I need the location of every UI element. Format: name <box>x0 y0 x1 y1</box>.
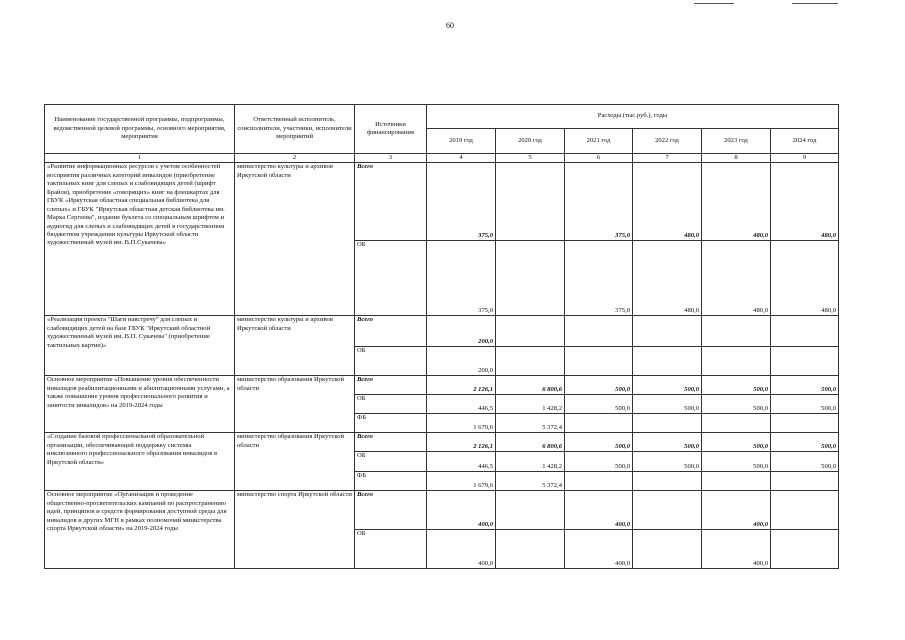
value-cell <box>565 316 633 347</box>
value-cell: 500,0 <box>633 376 702 395</box>
value-cell: 500,0 <box>633 433 702 452</box>
column-number: 2 <box>235 154 355 163</box>
header-year: 2019 год <box>427 129 496 154</box>
table-row <box>45 376 839 395</box>
value-cell: 500,0 <box>702 395 771 414</box>
source-label: Всего <box>355 491 427 530</box>
value-cell: 500,0 <box>565 395 633 414</box>
value-cell <box>633 414 702 433</box>
value-cell: 500,0 <box>771 395 839 414</box>
value-cell <box>771 347 839 376</box>
column-number: 6 <box>565 154 633 163</box>
value-cell: 480,0 <box>771 163 839 241</box>
value-cell: 1 428,2 <box>496 452 565 472</box>
value-cell <box>633 491 702 530</box>
value-cell: 6 800,6 <box>496 433 565 452</box>
value-cell <box>702 414 771 433</box>
value-cell <box>496 491 565 530</box>
source-label: Всего <box>355 316 427 347</box>
executor: министерство спорта Иркутской области <box>235 491 355 569</box>
value-cell <box>702 472 771 491</box>
header-sources: Источники финансирования <box>355 105 427 154</box>
table-row <box>45 491 839 530</box>
value-cell: 500,0 <box>771 376 839 395</box>
source-label: ФБ <box>355 414 427 433</box>
value-cell: 200,0 <box>427 347 496 376</box>
value-cell: 375,0 <box>565 163 633 241</box>
header-year: 2023 год <box>702 129 771 154</box>
column-number: 1 <box>45 154 235 163</box>
program-name: «Создание базовой профессиональной образовательной организации, обеспечивающей поддержку системы инклюзивного профессионального образования инвалидов в Иркутской области» <box>45 433 235 491</box>
value-cell: 400,0 <box>702 530 771 569</box>
source-label: Всего <box>355 376 427 395</box>
value-cell: 6 800,6 <box>496 376 565 395</box>
value-cell: 446,5 <box>427 395 496 414</box>
value-cell: 480,0 <box>702 241 771 316</box>
source-label: ФБ <box>355 472 427 491</box>
table-row <box>45 163 839 241</box>
value-cell: 400,0 <box>565 530 633 569</box>
column-number: 3 <box>355 154 427 163</box>
column-number: 8 <box>702 154 771 163</box>
value-cell <box>771 316 839 347</box>
header-year: 2020 год <box>496 129 565 154</box>
value-cell: 200,0 <box>427 316 496 347</box>
value-cell: 480,0 <box>702 163 771 241</box>
source-label: ОБ <box>355 530 427 569</box>
expenses-table <box>44 104 839 569</box>
value-cell: 1 679,6 <box>427 472 496 491</box>
source-label: ОБ <box>355 347 427 376</box>
value-cell: 500,0 <box>702 452 771 472</box>
value-cell: 500,0 <box>633 395 702 414</box>
value-cell: 400,0 <box>565 491 633 530</box>
value-cell <box>496 530 565 569</box>
value-cell: 375,0 <box>427 241 496 316</box>
value-cell <box>565 472 633 491</box>
value-cell <box>702 347 771 376</box>
value-cell: 480,0 <box>633 163 702 241</box>
header-year: 2022 год <box>633 129 702 154</box>
page-number: 60 <box>446 21 454 30</box>
value-cell: 1 428,2 <box>496 395 565 414</box>
program-name: «Реализация проекта "Шаги навстречу" для слепых и слабовидящих детей на базе ГБУК "Иркутский областной художественный музей им. В.П. Сукачева" (приобретение тактильных картин)» <box>45 316 235 376</box>
header-expenses: Расходы (тыс.руб.), годы <box>427 105 839 129</box>
column-number: 7 <box>633 154 702 163</box>
executor: министерство образования Иркутской области <box>235 376 355 433</box>
value-cell <box>496 316 565 347</box>
value-cell <box>633 530 702 569</box>
table-row <box>45 316 839 347</box>
value-cell <box>496 347 565 376</box>
value-cell: 500,0 <box>771 452 839 472</box>
column-number: 4 <box>427 154 496 163</box>
value-cell <box>771 530 839 569</box>
value-cell: 480,0 <box>771 241 839 316</box>
source-label: Всего <box>355 163 427 241</box>
value-cell: 500,0 <box>771 433 839 452</box>
value-cell <box>771 491 839 530</box>
value-cell <box>565 347 633 376</box>
column-number: 5 <box>496 154 565 163</box>
value-cell: 400,0 <box>427 530 496 569</box>
value-cell <box>565 414 633 433</box>
header-executor: Ответственный исполнитель, соисполнители, участники, исполнители мероприятий <box>235 105 355 154</box>
value-cell: 5 372,4 <box>496 472 565 491</box>
source-label: Всего <box>355 433 427 452</box>
source-label: ОБ <box>355 241 427 316</box>
header-name: Наименование государственной программы, подпрограммы, ведомственной целевой программы, основного мероприятия, мероприятия <box>45 105 235 154</box>
value-cell <box>771 414 839 433</box>
value-cell: 500,0 <box>565 433 633 452</box>
program-name: «Развитие информационных ресурсов с учетом особенностей восприятия различных категорий инвалидов (приобретение тактильных книг для слепых и слабовидящих детей (шрифт Брайля), приобретение «говорящих» книг на флешкартах для ГБУК «Иркутская областная специальная библиотека для слепых» и ГБУК "Иркутская областная детская библиотека им. Марка Сергеева", издание буклета со специальным шрифтом и аудиогид для слепых и слабовидящих детей в государственном бюджетном учреждении культуры Иркутской области художественный музей им. В.П.Сукачева» <box>45 163 235 316</box>
scan-mark <box>694 3 734 4</box>
value-cell: 400,0 <box>427 491 496 530</box>
value-cell <box>771 472 839 491</box>
value-cell: 5 372,4 <box>496 414 565 433</box>
executor: министерство культуры и архивов Иркутской области <box>235 316 355 376</box>
program-name: Основное мероприятие «Повышение уровня обеспеченности инвалидов реабилитационными и абилитационными услугами, а также повышение уровня профессионального развития и занятости инвалидов» на 2019-2024 годы <box>45 376 235 433</box>
program-name: Основное мероприятие «Организация и проведение общественно-просветительских кампаний по распространению идей, принципов и средств формирования доступной среды для инвалидов и других МГН в рамках полномочий министерства спорта Иркутской области» на 2019-2024 годы <box>45 491 235 569</box>
header-year: 2021 год <box>565 129 633 154</box>
value-cell <box>633 316 702 347</box>
column-number: 9 <box>771 154 839 163</box>
source-label: ОБ <box>355 395 427 414</box>
value-cell: 375,0 <box>565 241 633 316</box>
value-cell: 2 126,1 <box>427 376 496 395</box>
value-cell <box>702 316 771 347</box>
value-cell: 500,0 <box>702 376 771 395</box>
source-label: ОБ <box>355 452 427 472</box>
value-cell: 500,0 <box>633 452 702 472</box>
value-cell: 400,0 <box>702 491 771 530</box>
value-cell: 480,0 <box>633 241 702 316</box>
table-row <box>45 433 839 452</box>
value-cell: 446,5 <box>427 452 496 472</box>
value-cell <box>496 241 565 316</box>
value-cell: 500,0 <box>702 433 771 452</box>
executor: министерство культуры и архивов Иркутской области <box>235 163 355 316</box>
value-cell: 1 679,6 <box>427 414 496 433</box>
executor: министерство образования Иркутской области <box>235 433 355 491</box>
scan-mark <box>792 3 838 4</box>
value-cell: 500,0 <box>565 452 633 472</box>
value-cell <box>633 472 702 491</box>
value-cell: 2 126,1 <box>427 433 496 452</box>
header-year: 2024 год <box>771 129 839 154</box>
value-cell <box>633 347 702 376</box>
value-cell <box>496 163 565 241</box>
value-cell: 375,0 <box>427 163 496 241</box>
value-cell: 500,0 <box>565 376 633 395</box>
